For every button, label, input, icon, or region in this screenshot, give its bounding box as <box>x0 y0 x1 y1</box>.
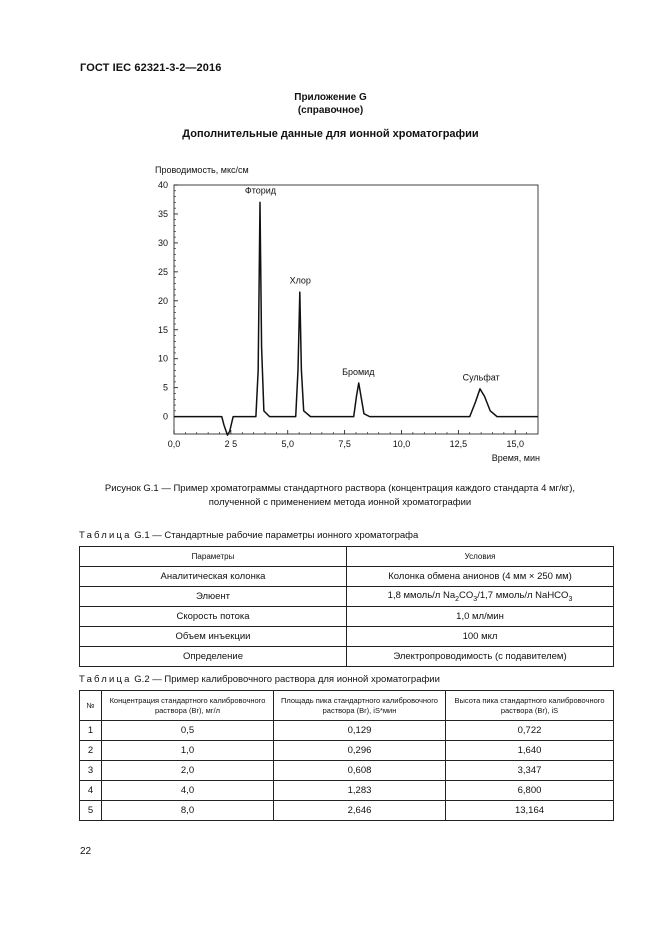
header-peak-height: Высота пика стандартного калибровочного раствора (Br), iS <box>446 691 614 721</box>
x-tick-label: 7,5 <box>338 439 351 449</box>
height-cell: 0,722 <box>446 721 614 741</box>
table-row <box>80 627 614 647</box>
param-cell: Элюент <box>80 587 347 607</box>
appendix-subtitle: (справочное) <box>297 105 364 116</box>
table1-caption <box>79 530 418 541</box>
table-header-row <box>80 691 614 721</box>
area-cell: 1,283 <box>274 781 446 801</box>
number-cell: 3 <box>80 761 102 781</box>
table-row <box>80 741 614 761</box>
peak-label: Фторид <box>244 185 277 196</box>
param-cell: Объем инъекции <box>80 627 347 647</box>
parameters-table <box>79 546 614 667</box>
chromatogram-line <box>174 202 538 435</box>
x-tick-label: 10,0 <box>392 439 411 449</box>
number-cell: 2 <box>80 741 102 761</box>
header-parameters: Параметры <box>80 547 347 567</box>
table-row <box>80 761 614 781</box>
table2-caption-text: G.2 — Пример калибровочного раствора для ионной хроматографии <box>131 674 440 685</box>
concentration-cell: 1,0 <box>102 741 274 761</box>
x-tick-label: 5,0 <box>281 439 295 449</box>
height-cell: 13,164 <box>446 801 614 821</box>
y-tick-label: 15 <box>157 324 168 335</box>
figure-caption-line1: Рисунок G.1 — Пример хроматограммы стандартного раствора (концентрация каждого стандарта 4 мг/кг), <box>104 483 576 494</box>
area-cell: 0,129 <box>274 721 446 741</box>
header-peak-area: Площадь пика стандартного калибровочного раствора (Br), iS*мин <box>274 691 446 721</box>
section-title: Дополнительные данные для ионной хроматографии <box>182 128 479 140</box>
concentration-cell: 8,0 <box>102 801 274 821</box>
param-cell: Аналитическая колонка <box>80 567 347 587</box>
header-number: № <box>80 691 102 721</box>
number-cell: 4 <box>80 781 102 801</box>
y-tick-label: 10 <box>157 353 168 364</box>
peak-label: Бромид <box>342 366 375 377</box>
x-tick-label: 0,0 <box>167 439 181 449</box>
x-tick-label: 12,5 <box>449 439 468 449</box>
height-cell: 3,347 <box>446 761 614 781</box>
table-row <box>80 781 614 801</box>
condition-cell: 1,0 мл/мин <box>347 607 614 627</box>
area-cell: 0,608 <box>274 761 446 781</box>
y-tick-label: 40 <box>157 180 168 190</box>
table-row <box>80 607 614 627</box>
header-concentration: Концентрация стандартного калибровочного раствора (Br), мг/л <box>102 691 274 721</box>
number-cell: 1 <box>80 721 102 741</box>
concentration-cell: 2,0 <box>102 761 274 781</box>
area-cell: 2,646 <box>274 801 446 821</box>
table-row <box>80 567 614 587</box>
y-axis-label: Проводимость, мкс/см <box>155 165 249 175</box>
y-tick-label: 35 <box>157 208 168 219</box>
chromatogram-chart <box>140 160 560 470</box>
concentration-cell: 4,0 <box>102 781 274 801</box>
standard-header: ГОСТ IEC 62321-3-2—2016 <box>80 62 222 74</box>
table-row <box>80 721 614 741</box>
condition-cell: 100 мкл <box>347 627 614 647</box>
y-tick-label: 20 <box>157 295 168 306</box>
area-cell: 0,296 <box>274 741 446 761</box>
page-number: 22 <box>80 846 92 857</box>
number-cell: 5 <box>80 801 102 821</box>
height-cell: 1,640 <box>446 741 614 761</box>
y-tick-label: 25 <box>157 266 168 277</box>
table1-caption-prefix: Таблица <box>79 530 132 541</box>
figure-caption-line2: полученной с применением метода ионной хроматографии <box>208 497 472 508</box>
concentration-cell: 0,5 <box>102 721 274 741</box>
table1-caption-text: G.1 — Стандартные рабочие параметры ионного хроматографа <box>131 530 419 541</box>
y-tick-label: 5 <box>162 382 168 393</box>
table-row <box>80 801 614 821</box>
calibration-table <box>79 690 614 821</box>
y-tick-label: 0 <box>162 411 168 422</box>
param-cell: Определение <box>80 647 347 667</box>
x-axis-label: Время, мин <box>491 453 540 463</box>
x-tick-label: 2 5 <box>224 439 238 449</box>
y-tick-label: 30 <box>157 237 168 248</box>
table2-caption <box>79 674 440 685</box>
x-tick-label: 15,0 <box>506 439 525 449</box>
peak-label: Хлор <box>289 275 311 286</box>
header-conditions: Условия <box>347 547 614 567</box>
table-header-row <box>80 547 614 567</box>
table-row <box>80 587 614 607</box>
appendix-title: Приложение G <box>294 92 367 103</box>
table2-caption-prefix: Таблица <box>79 674 132 685</box>
height-cell: 6,800 <box>446 781 614 801</box>
condition-cell: Электропроводимость (с подавителем) <box>347 647 614 667</box>
table-row <box>80 647 614 667</box>
peak-label: Сульфат <box>462 372 500 383</box>
condition-cell-eluent: 1,8 ммоль/л $Na_2CO_3/1,7$ ммоль/л NaHCO$_3$ <box>347 587 614 607</box>
condition-cell: Колонка обмена анионов (4 мм × 250 мм) <box>347 567 614 587</box>
param-cell: Скорость потока <box>80 607 347 627</box>
